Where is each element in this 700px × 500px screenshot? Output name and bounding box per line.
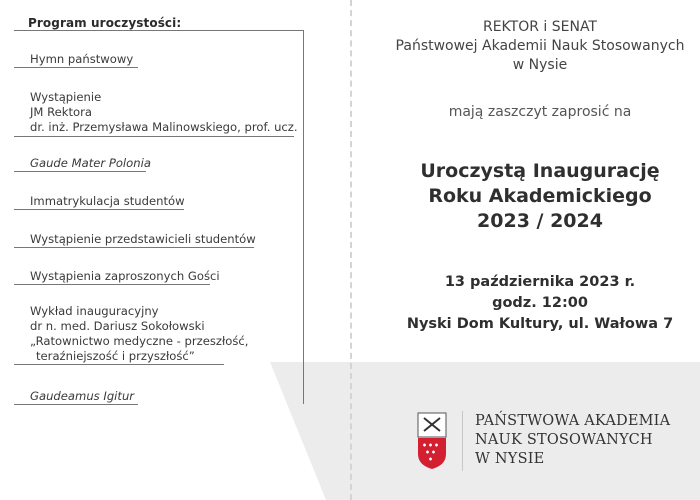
program-item: Wystąpienie przedstawicieli studentów — [30, 232, 256, 246]
item-underline — [14, 171, 146, 172]
program-item: Gaude Mater Polonia — [30, 156, 151, 170]
item-underline — [14, 404, 138, 405]
event-time: godz. 12:00 — [492, 295, 588, 311]
university-emblem-icon — [417, 412, 447, 470]
item-underline — [14, 67, 138, 68]
item-underline — [14, 209, 184, 210]
program-item: Wystąpienie JM Rektora dr. inż. Przemysława Malinowskiego, prof. ucz. — [30, 90, 298, 134]
program-item: Wykład inauguracyjny dr n. med. Dariusz Sokołowski „Ratownictwo medyczne - przeszłość, teraźniejszość i przyszłość” — [30, 304, 249, 363]
program-item: Gaudeamus Igitur — [30, 389, 135, 403]
program-item: Hymn państwowy — [30, 52, 134, 66]
program-item: Wystąpienia zaproszonych Gości — [30, 269, 220, 283]
invitation-header: REKTOR i SENAT Państwowej Akademii Nauk Stosowanych w Nysie — [395, 19, 685, 73]
program-item: Immatrykulacja studentów — [30, 194, 185, 208]
invite-text: mają zaszczyt zaprosić na — [448, 104, 632, 120]
fold-line — [350, 0, 352, 500]
event-details — [350, 272, 700, 335]
university-name: PAŃSTWOWA AKADEMIA NAUK STOSOWANYCH W NYSIE — [475, 413, 671, 467]
item-underline — [14, 364, 224, 365]
ceremony-title: Uroczystą Inaugurację Roku Akademickiego 2023 / 2024 — [420, 160, 660, 232]
event-date: 13 października 2023 r. — [444, 274, 636, 290]
item-underline — [14, 247, 254, 248]
item-underline — [14, 136, 294, 137]
event-venue: Nyski Dom Kultury, ul. Wałowa 7 — [406, 316, 674, 332]
item-underline — [14, 284, 210, 285]
logo-divider — [462, 411, 463, 471]
program-title: Program uroczystości: — [28, 16, 182, 30]
